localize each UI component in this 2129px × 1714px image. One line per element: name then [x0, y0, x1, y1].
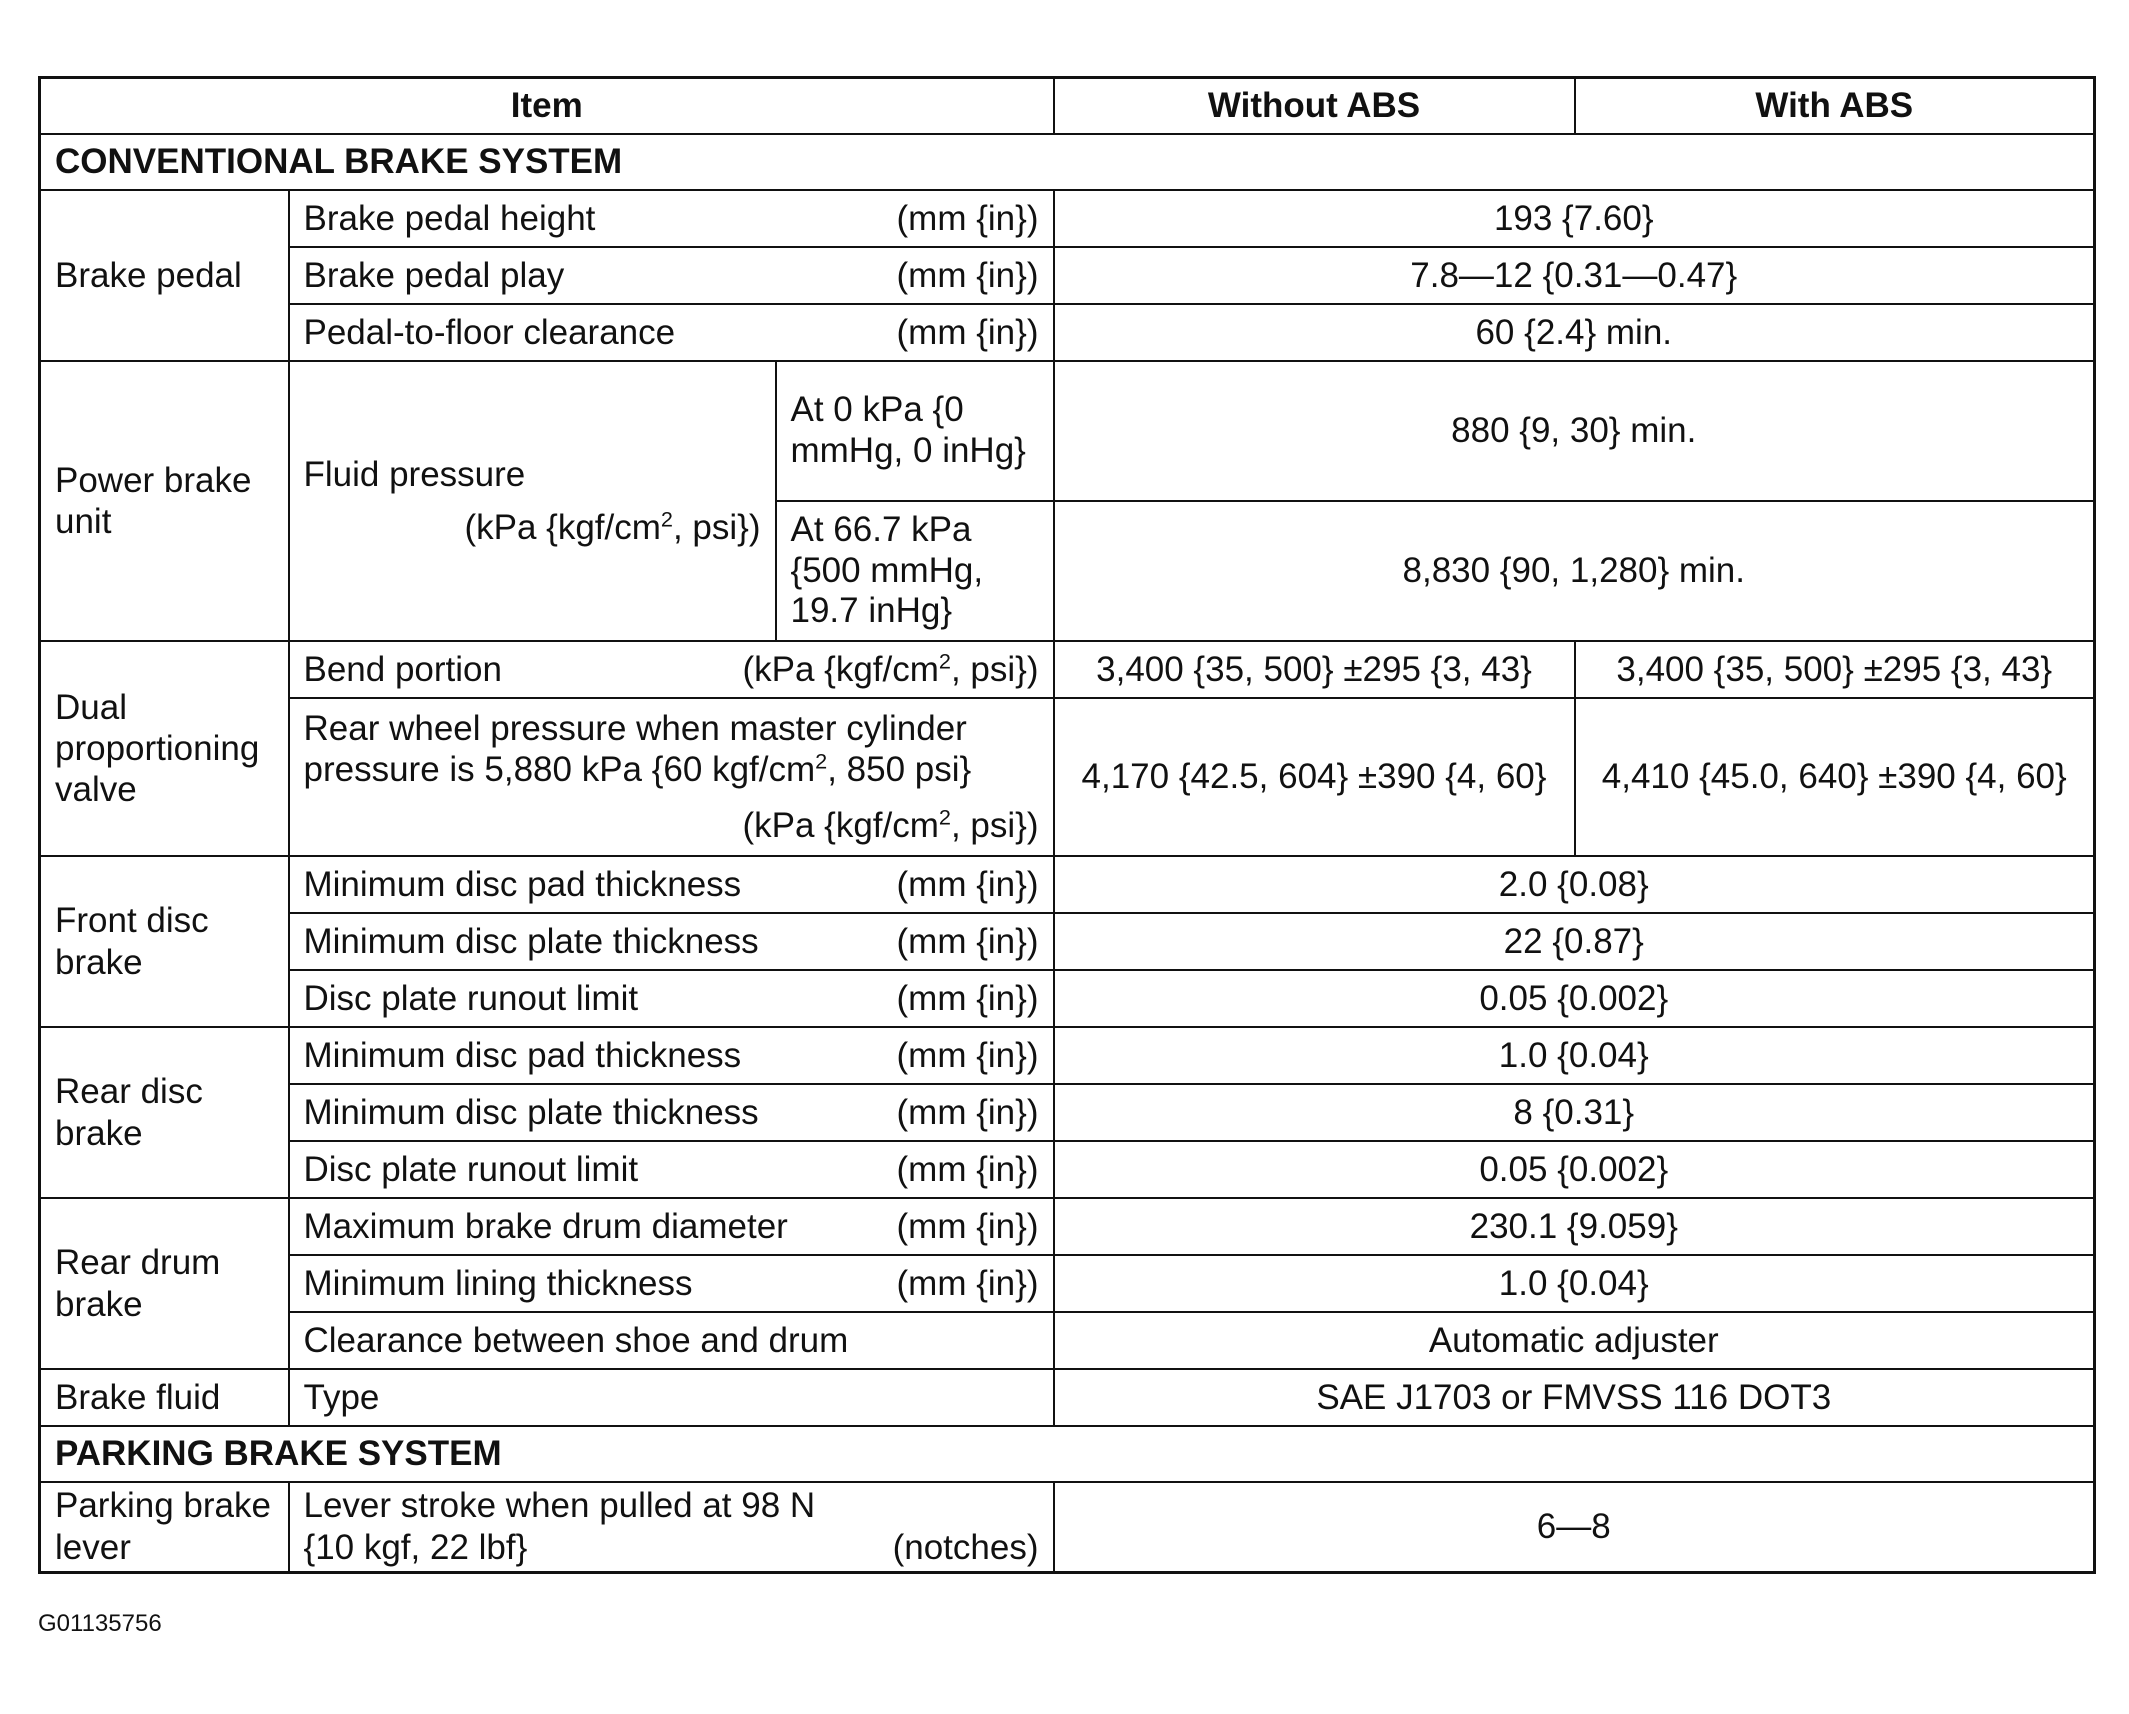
table-row — [40, 1084, 2095, 1141]
unit-text: (mm {in}) — [896, 1206, 1039, 1246]
header-with-abs: With ABS — [1575, 78, 2095, 135]
unit-text: (notches) — [892, 1527, 1039, 1567]
table-row — [40, 1141, 2095, 1198]
value-cell: 8 {0.31} — [1054, 1084, 2095, 1141]
table-header-row — [40, 78, 2095, 135]
label-text: Minimum disc pad thickness — [303, 864, 742, 904]
table-row — [40, 361, 2095, 501]
label-text: Minimum lining thickness — [303, 1263, 693, 1303]
unit-text: (mm {in}) — [896, 864, 1039, 904]
row-label — [289, 913, 1054, 970]
label-text-2b: , 850 psi} — [827, 750, 972, 790]
unit-kpa: (kPa {kgf/cm — [464, 508, 661, 547]
section-row — [40, 134, 2095, 190]
label-text: Rear wheel pressure when master cylinder — [303, 709, 967, 749]
table-row — [40, 1482, 2095, 1572]
group-rear-disc-brake: Rear disc brake — [40, 1027, 289, 1198]
label-text: Fluid pressure — [303, 454, 526, 494]
header-without-abs: Without ABS — [1054, 78, 1575, 135]
value-cell: 1.0 {0.04} — [1054, 1255, 2095, 1312]
table-row — [40, 304, 2095, 361]
unit-kpa-tail: , psi}) — [950, 805, 1039, 845]
label-text: Disc plate runout limit — [303, 978, 639, 1018]
value-without-abs: 3,400 {35, 500} ±295 {3, 43} — [1054, 641, 1575, 698]
unit-text: (mm {in}) — [896, 978, 1039, 1018]
label-text-2a: pressure is 5,880 kPa {60 kgf/cm — [303, 750, 816, 790]
group-power-brake-unit: Power brake unit — [40, 361, 289, 641]
unit-kpa: (kPa {kgf/cm — [742, 649, 939, 689]
unit-text: (mm {in}) — [896, 255, 1039, 295]
label-text: Minimum disc plate thickness — [303, 1092, 759, 1132]
unit-text: (mm {in}) — [896, 1035, 1039, 1075]
section-parking-brake-system: PARKING BRAKE SYSTEM — [40, 1426, 2095, 1482]
label-text: Lever stroke when pulled at 98 N — [303, 1486, 816, 1526]
label-text: Maximum brake drum diameter — [303, 1206, 788, 1246]
table-row — [40, 856, 2095, 913]
table-row — [40, 970, 2095, 1027]
table-row — [40, 1255, 2095, 1312]
label-text: Bend portion — [303, 649, 502, 689]
group-brake-pedal: Brake pedal — [40, 190, 289, 361]
row-label — [289, 970, 1054, 1027]
unit-superscript: 2 — [938, 803, 951, 829]
unit-text: (mm {in}) — [896, 312, 1039, 352]
label-text: Minimum disc plate thickness — [303, 921, 759, 961]
row-label — [289, 1141, 1054, 1198]
value-cell: 60 {2.4} min. — [1054, 304, 2095, 361]
value-cell: 230.1 {9.059} — [1054, 1198, 2095, 1255]
label-text-2: {10 kgf, 22 lbf} — [303, 1527, 528, 1567]
group-dual-proportioning-valve: Dual proportioning valve — [40, 641, 289, 856]
unit-superscript: 2 — [660, 506, 673, 532]
value-with-abs: 4,410 {45.0, 640} ±390 {4, 60} — [1575, 698, 2095, 856]
value-cell: SAE J1703 or FMVSS 116 DOT3 — [1054, 1369, 2095, 1426]
label-text-2 — [304, 749, 1039, 790]
table-row — [40, 1198, 2095, 1255]
row-label — [289, 698, 1054, 856]
condition-cell: At 66.7 kPa {500 mmHg, 19.7 inHg} — [776, 501, 1054, 641]
table-row — [40, 913, 2095, 970]
value-cell: 22 {0.87} — [1054, 913, 2095, 970]
value-with-abs: 3,400 {35, 500} ±295 {3, 43} — [1575, 641, 2095, 698]
value-cell: 2.0 {0.08} — [1054, 856, 2095, 913]
table-row — [40, 641, 2095, 698]
table-row — [40, 1027, 2095, 1084]
header-item: Item — [40, 78, 1054, 135]
value-cell: 0.05 {0.002} — [1054, 970, 2095, 1027]
label-text: Brake pedal height — [303, 198, 596, 238]
table-row — [40, 190, 2095, 247]
row-label — [289, 1027, 1054, 1084]
row-label — [289, 856, 1054, 913]
value-cell: 8,830 {90, 1,280} min. — [1054, 501, 2095, 641]
group-parking-brake-lever: Parking brake lever — [40, 1482, 289, 1572]
table-row — [40, 1312, 2095, 1369]
table-row — [40, 1369, 2095, 1426]
row-label — [289, 361, 776, 641]
value-without-abs: 4,170 {42.5, 604} ±390 {4, 60} — [1054, 698, 1575, 856]
unit-text: (mm {in}) — [896, 198, 1039, 238]
row-label — [289, 1482, 1054, 1572]
row-label: Type — [289, 1369, 1054, 1426]
row-label — [289, 1084, 1054, 1141]
row-label — [289, 641, 1054, 698]
row-label — [289, 247, 1054, 304]
figure-id: G01135756 — [38, 1610, 162, 1637]
unit-text: (mm {in}) — [896, 1092, 1039, 1132]
row-label — [289, 304, 1054, 361]
unit-text — [732, 805, 1038, 846]
label-text: Disc plate runout limit — [303, 1149, 639, 1189]
label-text: Minimum disc pad thickness — [303, 1035, 742, 1075]
value-cell: 1.0 {0.04} — [1054, 1027, 2095, 1084]
value-cell: 0.05 {0.002} — [1054, 1141, 2095, 1198]
condition-cell: At 0 kPa {0 mmHg, 0 inHg} — [776, 361, 1054, 501]
unit-text — [454, 507, 760, 548]
unit-text: (mm {in}) — [896, 1263, 1039, 1303]
brake-specifications-table — [38, 76, 2096, 1574]
table-row — [40, 247, 2095, 304]
section-conventional-brake-system: CONVENTIONAL BRAKE SYSTEM — [40, 134, 2095, 190]
group-front-disc-brake: Front disc brake — [40, 856, 289, 1027]
label-text: Pedal-to-floor clearance — [303, 312, 676, 352]
unit-text: (mm {in}) — [896, 921, 1039, 961]
value-cell: 193 {7.60} — [1054, 190, 2095, 247]
group-brake-fluid: Brake fluid — [40, 1369, 289, 1426]
row-label — [289, 190, 1054, 247]
group-rear-drum-brake: Rear drum brake — [40, 1198, 289, 1369]
value-cell: 7.8—12 {0.31—0.47} — [1054, 247, 2095, 304]
unit-text — [732, 649, 1038, 690]
table-row — [40, 698, 2095, 856]
value-cell: 6—8 — [1054, 1482, 2095, 1572]
row-label — [289, 1198, 1054, 1255]
unit-kpa-tail: , psi}) — [672, 508, 761, 547]
row-label — [289, 1255, 1054, 1312]
row-label: Clearance between shoe and drum — [289, 1312, 1054, 1369]
value-cell: Automatic adjuster — [1054, 1312, 2095, 1369]
value-cell: 880 {9, 30} min. — [1054, 361, 2095, 501]
unit-text: (mm {in}) — [896, 1149, 1039, 1189]
label-superscript: 2 — [815, 748, 828, 774]
unit-kpa: (kPa {kgf/cm — [742, 805, 939, 845]
unit-superscript: 2 — [938, 648, 951, 674]
unit-kpa-tail: , psi}) — [950, 649, 1039, 689]
section-row — [40, 1426, 2095, 1482]
label-text: Brake pedal play — [303, 255, 565, 295]
